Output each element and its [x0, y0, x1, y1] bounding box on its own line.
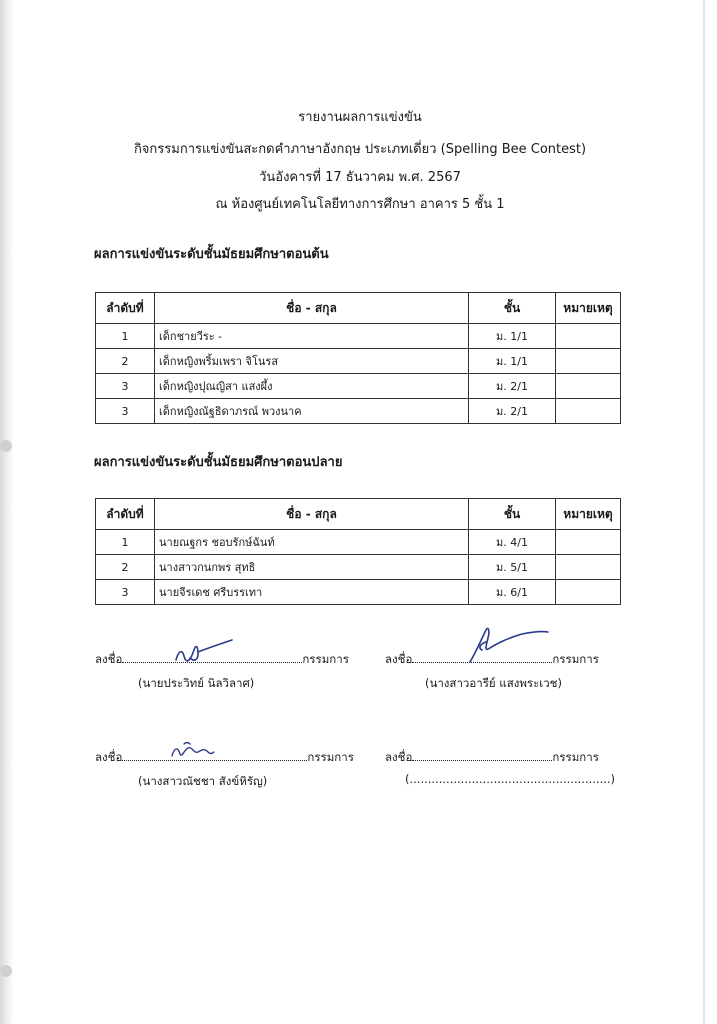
signature-prefix: ลงชื่อ	[95, 750, 123, 764]
handwritten-signature-1	[168, 634, 238, 670]
punch-hole	[0, 440, 12, 452]
column-header-note: หมายเหตุ	[556, 293, 621, 324]
table-header-row	[96, 293, 621, 324]
section-title-lower-secondary: ผลการแข่งขันระดับชั้นมัธยมศึกษาตอนต้น	[94, 247, 329, 262]
column-header-name: ชื่อ - สกุล	[155, 293, 469, 324]
note-cell	[556, 555, 621, 580]
grade-cell: ม. 1/1	[469, 324, 556, 349]
signature-line-4	[385, 748, 599, 767]
activity-title: กิจกรรมการแข่งขันสะกดคำภาษาอังกฤษ ประเภทเดี่ยว (Spelling Bee Contest)	[133, 142, 587, 157]
note-cell	[556, 399, 621, 424]
report-title: รายงานผลการแข่งขัน	[298, 110, 422, 125]
name-cell: เด็กหญิงปุณญิสา แสงผึ้ง	[155, 374, 469, 399]
signature-dots	[412, 748, 552, 761]
grade-cell: ม. 4/1	[469, 530, 556, 555]
note-cell	[556, 530, 621, 555]
signature-name-2: (นางสาวอารีย์ แสงพระเวช)	[425, 676, 562, 690]
signature-name-3: (นางสาวณัชชา สังข์หิรัญ)	[138, 774, 268, 788]
event-location: ณ ห้องศูนย์เทคโนโลยีทางการศึกษา อาคาร 5 ชั้น 1	[215, 197, 505, 212]
name-cell: เด็กหญิงพริ้มเพรา จิโนรส	[155, 349, 469, 374]
signature-prefix: ลงชื่อ	[385, 750, 413, 764]
column-header-name: ชื่อ - สกุล	[155, 499, 469, 530]
table-row	[96, 399, 621, 424]
binding-shadow	[0, 0, 14, 1024]
rank-cell: 2	[96, 349, 155, 374]
column-header-grade: ชั้น	[469, 293, 556, 324]
punch-hole	[0, 965, 12, 977]
name-cell: นางสาวกนกพร สุทธิ	[155, 555, 469, 580]
rank-cell: 3	[96, 580, 155, 605]
signature-name-1: (นายประวิทย์ นิลวิลาศ)	[138, 676, 255, 690]
note-cell	[556, 324, 621, 349]
signature-name-4: (.......................................................)	[405, 772, 616, 786]
table-row	[96, 324, 621, 349]
table-row	[96, 349, 621, 374]
name-cell: เด็กชายวีระ -	[155, 324, 469, 349]
name-cell: นายจีรเดช ศรีบรรเทา	[155, 580, 469, 605]
table-row	[96, 374, 621, 399]
signature-role: กรรมการ	[552, 652, 599, 666]
note-cell	[556, 580, 621, 605]
page-edge	[703, 0, 705, 1024]
column-header-rank: ลำดับที่	[96, 293, 155, 324]
signature-role: กรรมการ	[307, 750, 354, 764]
name-cell: นายณฐกร ชอบรักษ์ฉันท์	[155, 530, 469, 555]
rank-cell: 2	[96, 555, 155, 580]
column-header-rank: ลำดับที่	[96, 499, 155, 530]
section-title-upper-secondary: ผลการแข่งขันระดับชั้นมัธยมศึกษาตอนปลาย	[94, 455, 343, 470]
signature-role: กรรมการ	[302, 652, 349, 666]
name-cell: เด็กหญิงณัฐธิดาภรณ์ พวงนาค	[155, 399, 469, 424]
handwritten-signature-2	[462, 622, 552, 666]
table-row	[96, 580, 621, 605]
results-table-upper-secondary	[95, 498, 621, 605]
signature-prefix: ลงชื่อ	[95, 652, 123, 666]
rank-cell: 3	[96, 374, 155, 399]
event-date: วันอังคารที่ 17 ธันวาคม พ.ศ. 2567	[259, 170, 461, 185]
column-header-note: หมายเหตุ	[556, 499, 621, 530]
table-row	[96, 555, 621, 580]
grade-cell: ม. 5/1	[469, 555, 556, 580]
handwritten-signature-3	[168, 738, 218, 762]
rank-cell: 3	[96, 399, 155, 424]
signature-role: กรรมการ	[552, 750, 599, 764]
rank-cell: 1	[96, 530, 155, 555]
grade-cell: ม. 2/1	[469, 374, 556, 399]
table-header-row	[96, 499, 621, 530]
grade-cell: ม. 6/1	[469, 580, 556, 605]
results-table-lower-secondary	[95, 292, 621, 424]
note-cell	[556, 374, 621, 399]
note-cell	[556, 349, 621, 374]
column-header-grade: ชั้น	[469, 499, 556, 530]
rank-cell: 1	[96, 324, 155, 349]
table-row	[96, 530, 621, 555]
grade-cell: ม. 1/1	[469, 349, 556, 374]
signature-prefix: ลงชื่อ	[385, 652, 413, 666]
grade-cell: ม. 2/1	[469, 399, 556, 424]
signature-line-3	[95, 748, 354, 767]
